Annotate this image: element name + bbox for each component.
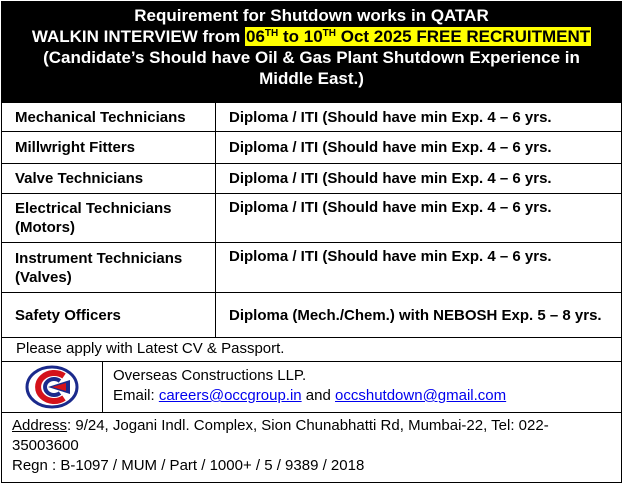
address-block	[2, 412, 621, 476]
job-requirement: Diploma / ITI (Should have min Exp. 4 – 6 yrs.	[216, 194, 622, 243]
apply-note: Please apply with Latest CV & Passport.	[2, 337, 621, 361]
company-name: Overseas Constructions LLP.	[113, 367, 307, 384]
walkin-prefix: WALKIN INTERVIEW from	[31, 27, 245, 46]
table-row	[2, 194, 621, 243]
address-label: Address	[12, 417, 68, 434]
job-requirement: Diploma / ITI (Should have min Exp. 4 – 6 yrs.	[216, 243, 622, 293]
date-start-suffix: TH	[264, 28, 279, 39]
jobs-table	[2, 102, 621, 337]
table-row	[2, 132, 621, 164]
job-requirement: Diploma / ITI (Should have min Exp. 4 – 6 yrs.	[216, 103, 622, 132]
email-joiner: and	[301, 387, 336, 404]
job-requirement: Diploma / ITI (Should have min Exp. 4 – 6 yrs.	[216, 164, 622, 194]
registration-number: Regn : B-1097 / MUM / Part / 1000+ / 5 / 9389 / 2018	[12, 457, 365, 474]
table-row	[2, 243, 621, 293]
job-role: Mechanical Technicians	[2, 103, 216, 132]
address-line	[12, 416, 611, 456]
job-role: Electrical Technicians (Motors)	[2, 194, 216, 243]
job-role: Millwright Fitters	[2, 132, 216, 164]
header-banner	[2, 2, 621, 102]
email-link-careers[interactable]: careers@occgroup.in	[158, 387, 302, 404]
logo-container	[2, 362, 103, 412]
job-requirement: Diploma (Mech./Chem.) with NEBOSH Exp. 5 – 8 yrs.	[216, 293, 622, 338]
job-advertisement	[1, 1, 622, 483]
company-details	[103, 362, 516, 412]
job-requirement: Diploma / ITI (Should have min Exp. 4 – 6 yrs.	[216, 132, 622, 164]
table-row	[2, 103, 621, 132]
company-email-line	[113, 386, 506, 406]
table-row	[2, 164, 621, 194]
date-start-day: 06	[246, 27, 265, 46]
occ-logo-icon	[24, 364, 80, 410]
interview-dates-highlight	[245, 27, 591, 46]
email-label: Email:	[113, 387, 159, 404]
date-end-day: to 10	[278, 27, 323, 46]
header-experience-line-2: Middle East.)	[259, 69, 364, 88]
header-title: Requirement for Shutdown works in QATAR	[134, 6, 489, 25]
date-end-suffix: TH	[322, 28, 337, 39]
table-row	[2, 293, 621, 338]
address-text: : 9/24, Jogani Indl. Complex, Sion Chunabhatti Rd, Mumbai-22, Tel: 022-35003600	[12, 417, 549, 454]
email-link-shutdown[interactable]: occshutdown@gmail.com	[335, 387, 507, 404]
job-role: Safety Officers	[2, 293, 216, 338]
job-role: Valve Technicians	[2, 164, 216, 194]
company-block	[2, 361, 621, 412]
header-experience-line: (Candidate’s Should have Oil & Gas Plant Shutdown Experience in	[43, 48, 580, 67]
date-tail: Oct 2025 FREE RECRUITMENT	[336, 27, 591, 46]
job-role: Instrument Technicians (Valves)	[2, 243, 216, 293]
header-walkin-line	[6, 26, 617, 47]
